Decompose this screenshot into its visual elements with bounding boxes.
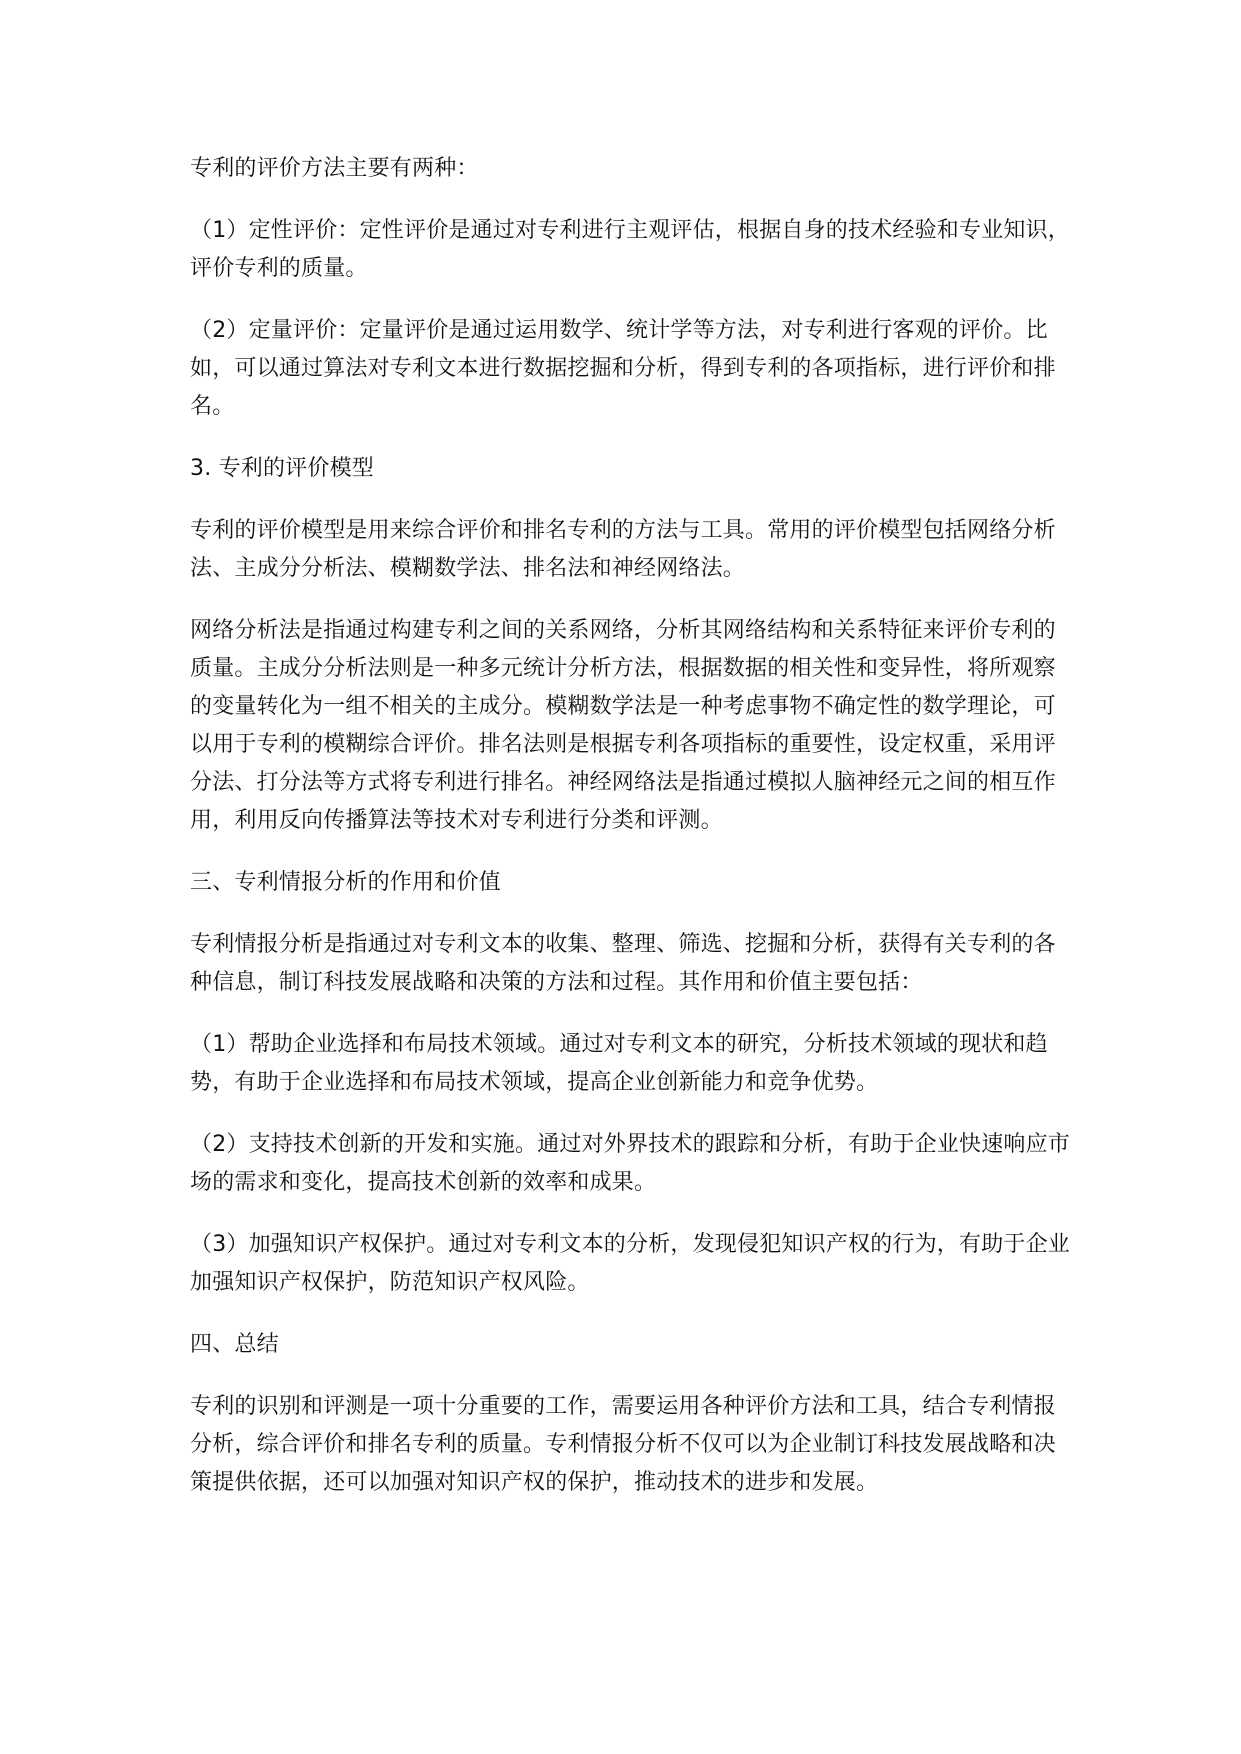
paragraph-value-1: （1）帮助企业选择和布局技术领域。通过对专利文本的研究，分析技术领域的现状和趋势，有助于企业选择和布局技术领域，提高企业创新能力和竞争优势。 <box>190 1032 1048 1095</box>
paragraph-value-3: （3）加强知识产权保护。通过对专利文本的分析，发现侵犯知识产权的行为，有助于企业加强知识产权保护，防范知识产权风险。 <box>190 1232 1070 1295</box>
document-page <box>190 150 1070 1502</box>
section-heading-intelligence-analysis: 三、专利情报分析的作用和价值 <box>190 870 501 895</box>
paragraph-quantitative-evaluation: （2）定量评价：定量评价是通过运用数学、统计学等方法，对专利进行客观的评价。比如，可以通过算法对专利文本进行数据挖掘和分析，得到专利的各项指标，进行评价和排名。 <box>190 318 1056 419</box>
section-heading-summary: 四、总结 <box>190 1332 279 1357</box>
paragraph-summary: 专利的识别和评测是一项十分重要的工作，需要运用各种评价方法和工具，结合专利情报分析，综合评价和排名专利的质量。专利情报分析不仅可以为企业制订科技发展战略和决策提供依据，还可以加强对知识产权的保护，推动技术的进步和发展。 <box>190 1394 1056 1495</box>
section-heading-evaluation-model: 3. 专利的评价模型 <box>190 456 374 481</box>
paragraph-value-2: （2）支持技术创新的开发和实施。通过对外界技术的跟踪和分析，有助于企业快速响应市场的需求和变化，提高技术创新的效率和成果。 <box>190 1132 1070 1195</box>
paragraph-evaluation-model: 专利的评价模型是用来综合评价和排名专利的方法与工具。常用的评价模型包括网络分析法、主成分分析法、模糊数学法、排名法和神经网络法。 <box>190 518 1056 581</box>
paragraph-evaluation-methods-intro: 专利的评价方法主要有两种： <box>190 156 479 181</box>
paragraph-intelligence-analysis: 专利情报分析是指通过对专利文本的收集、整理、筛选、挖掘和分析，获得有关专利的各种信息，制订科技发展战略和决策的方法和过程。其作用和价值主要包括： <box>190 932 1056 995</box>
paragraph-model-details: 网络分析法是指通过构建专利之间的关系网络，分析其网络结构和关系特征来评价专利的质量。主成分分析法则是一种多元统计分析方法，根据数据的相关性和变异性，将所观察的变量转化为一组不相关的主成分。模糊数学法是一种考虑事物不确定性的数学理论，可以用于专利的模糊综合评价。排名法则是根据专利各项指标的重要性，设定权重，采用评分法、打分法等方式将专利进行排名。神经网络法是指通过模拟人脑神经元之间的相互作用，利用反向传播算法等技术对专利进行分类和评测。 <box>190 618 1056 833</box>
paragraph-qualitative-evaluation: （1）定性评价：定性评价是通过对专利进行主观评估，根据自身的技术经验和专业知识，评价专利的质量。 <box>190 218 1070 281</box>
